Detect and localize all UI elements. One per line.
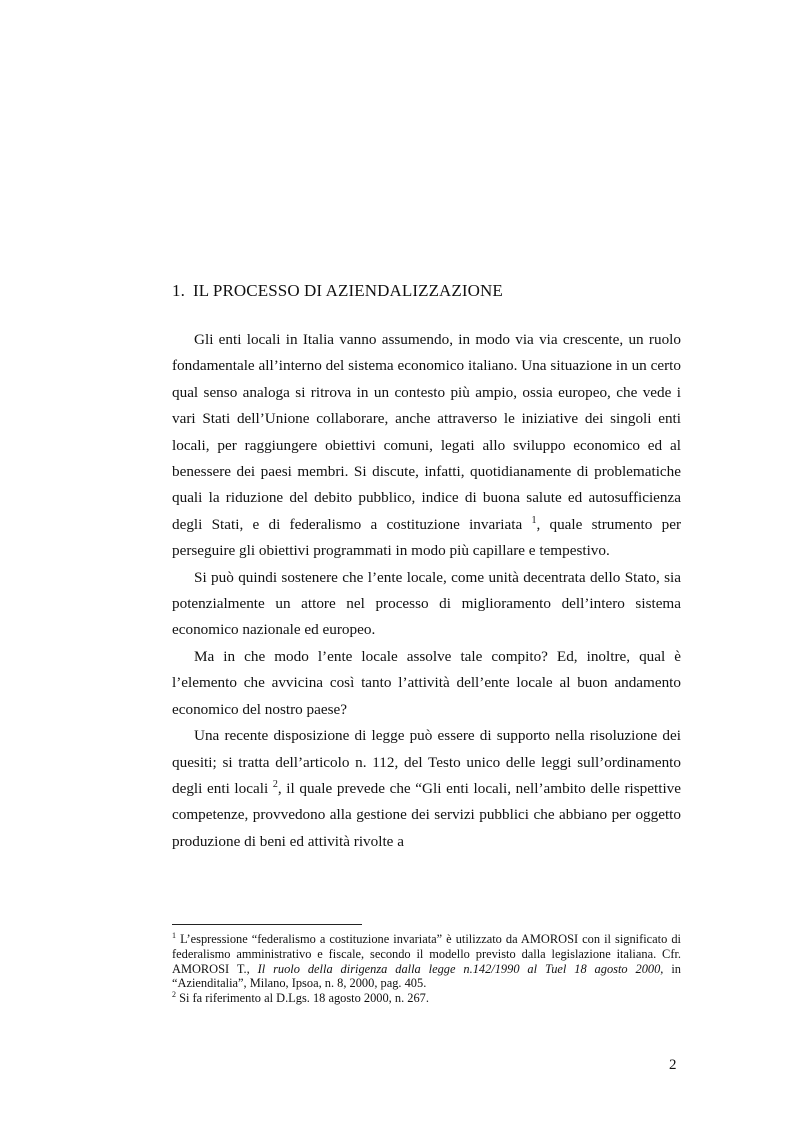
footnote-2-text: Si fa riferimento al D.Lgs. 18 agosto 2000, n. 267. — [179, 991, 429, 1006]
paragraph-2: Si può quindi sostenere che l’ente locale, come unità decentrata dello Stato, sia potenzialmente un attore nel processo di miglioramento dell’intero sistema economico nazionale ed europeo. — [172, 568, 681, 639]
page-number: 2 — [669, 1057, 677, 1073]
paragraph-3: Ma in che modo l’ente locale assolve tale compito? Ed, inoltre, qual è l’elemento che avvicina così tanto l’attività dell’ente locale al buon andamento economico del nostro paese? — [172, 647, 681, 718]
paragraph-1 — [172, 327, 681, 565]
footnote-1-mark: 1 — [172, 930, 176, 940]
footnote-1-source: in “Azienditalia”, Milano, Ipsoa, n. 8, 2000, pag. 405. — [172, 961, 681, 991]
section-number: 1. — [172, 281, 185, 300]
footnote-1-title: Il ruolo della dirigenza dalla legge n.142/1990 al Tuel 18 agosto 2000, — [257, 961, 664, 976]
section-title: IL PROCESSO DI AZIENDALIZZAZIONE — [192, 281, 503, 300]
footnote-ref-2[interactable]: 2 — [272, 778, 278, 790]
footnotes — [172, 932, 681, 1006]
footnote-separator — [172, 924, 362, 925]
paragraph-4-text: Una recente disposizione di legge può essere di supporto nella risoluzione dei quesiti; si tratta dell’articolo n. 112, del Testo unico delle leggi sull’ordinamento degli enti locali — [172, 727, 681, 797]
footnote-1-text: L’espressione “federalismo a costituzione invariata” è utilizzato da AMOROSI con il significato di federalismo amministrativo e fiscale, secondo il modello previsto dalla legislazione italiana. Cfr. AMOROSI T., — [172, 932, 681, 976]
paragraph-4 — [172, 723, 681, 855]
paragraph-1-text: Gli enti locali in Italia vanno assumendo, in modo via via crescente, un ruolo fondamentale all’interno del sistema economico italiano. Una situazione in un certo qual senso analoga si ritrova in un contesto più ampio, ossia europeo, che vede i vari Stati dell’Unione collaborare, anche attraverso le iniziative dei singoli enti locali, per raggiungere obiettivi comuni, legati allo sviluppo economico ed al benessere dei paesi membri. Si discute, infatti, quotidianamente di problematiche quali la riduzione del debito pubblico, indice di buona salute ed autosufficienza degli Stati, e di federalismo a costituzione invariata — [172, 331, 681, 533]
footnote-1 — [172, 932, 681, 991]
footnote-ref-1[interactable]: 1 — [531, 514, 537, 526]
footnote-2-mark: 2 — [172, 990, 176, 1000]
section-heading — [172, 280, 503, 302]
paragraph-4-text-end: , il quale prevede che “Gli enti locali, nell’ambito delle rispettive competenze, provvedono alla gestione dei servizi pubblici che abbiano per oggetto produzione di beni ed attività rivolte a — [172, 779, 682, 850]
footnote-2 — [172, 991, 681, 1006]
body-text — [172, 327, 681, 855]
paragraph-1-text-end: , quale strumento per perseguire gli obiettivi programmati in modo più capillare e tempestivo. — [172, 515, 681, 560]
